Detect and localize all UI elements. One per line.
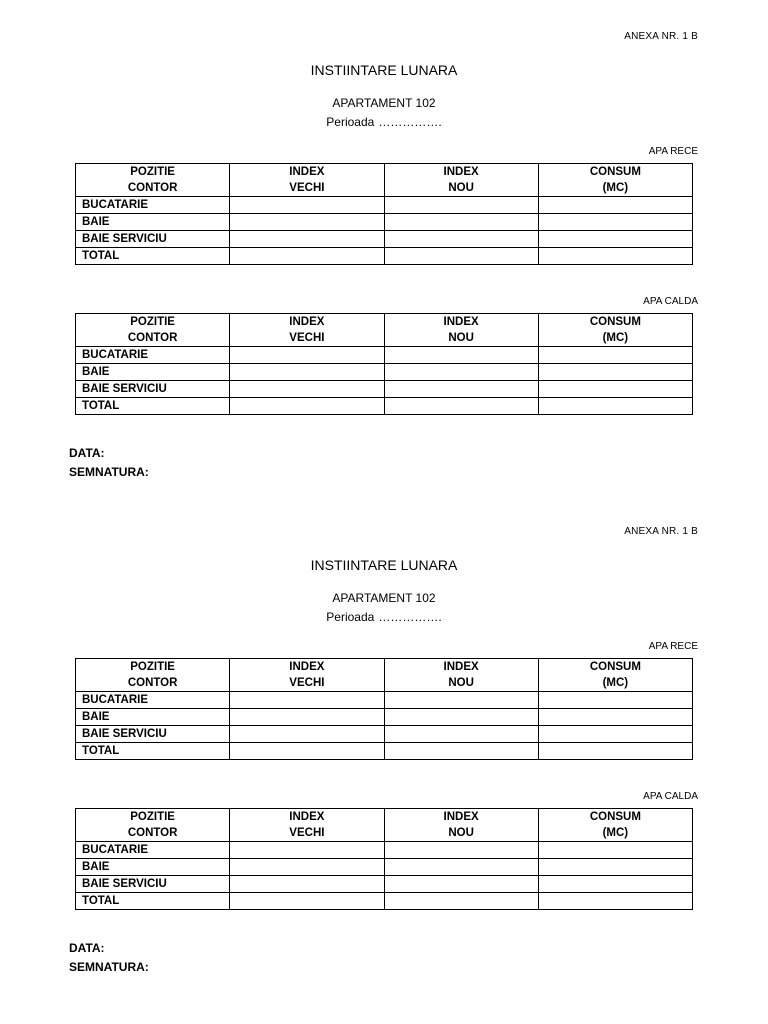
consumption-cell[interactable] xyxy=(538,859,692,876)
consumption-cell[interactable] xyxy=(538,364,692,381)
new-index-cell[interactable] xyxy=(384,893,538,910)
column-header: INDEX NOU xyxy=(384,314,538,347)
table-row xyxy=(76,231,693,248)
apartment-label: APARTAMENT 102 xyxy=(332,591,436,605)
row-label: TOTAL xyxy=(76,398,230,415)
old-index-cell[interactable] xyxy=(230,692,384,709)
row-label: BAIE SERVICIU xyxy=(76,231,230,248)
new-index-cell[interactable] xyxy=(384,709,538,726)
row-label: BAIE xyxy=(76,214,230,231)
cold-water-table xyxy=(75,163,693,265)
old-index-cell[interactable] xyxy=(230,248,384,265)
form-title: INSTIINTARE LUNARA xyxy=(310,62,458,78)
new-index-cell[interactable] xyxy=(384,859,538,876)
table-row xyxy=(76,859,693,876)
old-index-cell[interactable] xyxy=(230,381,384,398)
monthly-notice-form xyxy=(0,0,768,495)
column-header: INDEX NOU xyxy=(384,809,538,842)
consumption-cell[interactable] xyxy=(538,876,692,893)
consumption-cell[interactable] xyxy=(538,743,692,760)
old-index-cell[interactable] xyxy=(230,842,384,859)
old-index-cell[interactable] xyxy=(230,726,384,743)
row-label: TOTAL xyxy=(76,248,230,265)
old-index-cell[interactable] xyxy=(230,197,384,214)
old-index-cell[interactable] xyxy=(230,709,384,726)
consumption-cell[interactable] xyxy=(538,248,692,265)
table-row xyxy=(76,214,693,231)
table-header-row xyxy=(76,314,693,347)
old-index-cell[interactable] xyxy=(230,859,384,876)
date-label: DATA: xyxy=(69,941,105,955)
column-header: CONSUM (MC) xyxy=(538,809,692,842)
form-title: INSTIINTARE LUNARA xyxy=(310,557,458,573)
new-index-cell[interactable] xyxy=(384,248,538,265)
table-row xyxy=(76,726,693,743)
table-header-row xyxy=(76,659,693,692)
cold-water-label: APA RECE xyxy=(648,146,698,157)
table-row xyxy=(76,398,693,415)
apartment-label: APARTAMENT 102 xyxy=(332,96,436,110)
new-index-cell[interactable] xyxy=(384,347,538,364)
table-header-row xyxy=(76,164,693,197)
signature-label: SEMNATURA: xyxy=(69,960,149,974)
table-row xyxy=(76,381,693,398)
table-row xyxy=(76,709,693,726)
new-index-cell[interactable] xyxy=(384,876,538,893)
new-index-cell[interactable] xyxy=(384,381,538,398)
table-row xyxy=(76,347,693,364)
monthly-notice-form xyxy=(0,495,768,990)
old-index-cell[interactable] xyxy=(230,347,384,364)
signature-label: SEMNATURA: xyxy=(69,465,149,479)
annex-number: ANEXA NR. 1 B xyxy=(624,526,698,537)
column-header: CONSUM (MC) xyxy=(538,314,692,347)
table-row xyxy=(76,364,693,381)
row-label: BAIE SERVICIU xyxy=(76,726,230,743)
hot-water-label: APA CALDA xyxy=(643,296,698,307)
old-index-cell[interactable] xyxy=(230,231,384,248)
new-index-cell[interactable] xyxy=(384,726,538,743)
consumption-cell[interactable] xyxy=(538,842,692,859)
table-row xyxy=(76,197,693,214)
consumption-cell[interactable] xyxy=(538,398,692,415)
column-header: INDEX VECHI xyxy=(230,809,384,842)
row-label: BAIE SERVICIU xyxy=(76,381,230,398)
consumption-cell[interactable] xyxy=(538,347,692,364)
consumption-cell[interactable] xyxy=(538,214,692,231)
hot-water-table xyxy=(75,313,693,415)
column-header: POZITIE CONTOR xyxy=(76,809,230,842)
old-index-cell[interactable] xyxy=(230,398,384,415)
old-index-cell[interactable] xyxy=(230,364,384,381)
row-label: TOTAL xyxy=(76,743,230,760)
new-index-cell[interactable] xyxy=(384,842,538,859)
new-index-cell[interactable] xyxy=(384,197,538,214)
column-header: CONSUM (MC) xyxy=(538,164,692,197)
column-header: POZITIE CONTOR xyxy=(76,314,230,347)
consumption-cell[interactable] xyxy=(538,726,692,743)
new-index-cell[interactable] xyxy=(384,743,538,760)
old-index-cell[interactable] xyxy=(230,743,384,760)
row-label: BAIE SERVICIU xyxy=(76,876,230,893)
hot-water-table xyxy=(75,808,693,910)
new-index-cell[interactable] xyxy=(384,231,538,248)
period-blank: ……………. xyxy=(378,610,442,624)
consumption-cell[interactable] xyxy=(538,197,692,214)
period-line xyxy=(0,115,768,129)
annex-number: ANEXA NR. 1 B xyxy=(624,31,698,42)
consumption-cell[interactable] xyxy=(538,893,692,910)
date-label: DATA: xyxy=(69,446,105,460)
row-label: BUCATARIE xyxy=(76,347,230,364)
new-index-cell[interactable] xyxy=(384,364,538,381)
column-header: INDEX VECHI xyxy=(230,659,384,692)
column-header: CONSUM (MC) xyxy=(538,659,692,692)
column-header: POZITIE CONTOR xyxy=(76,164,230,197)
consumption-cell[interactable] xyxy=(538,709,692,726)
period-label: Perioada xyxy=(326,610,375,624)
period-label: Perioada xyxy=(326,115,375,129)
new-index-cell[interactable] xyxy=(384,398,538,415)
cold-water-table xyxy=(75,658,693,760)
column-header: POZITIE CONTOR xyxy=(76,659,230,692)
consumption-cell[interactable] xyxy=(538,381,692,398)
row-label: BUCATARIE xyxy=(76,692,230,709)
old-index-cell[interactable] xyxy=(230,893,384,910)
cold-water-label: APA RECE xyxy=(648,641,698,652)
row-label: BAIE xyxy=(76,859,230,876)
table-row xyxy=(76,893,693,910)
row-label: TOTAL xyxy=(76,893,230,910)
table-row xyxy=(76,692,693,709)
hot-water-label: APA CALDA xyxy=(643,791,698,802)
table-row xyxy=(76,743,693,760)
table-header-row xyxy=(76,809,693,842)
row-label: BAIE xyxy=(76,364,230,381)
new-index-cell[interactable] xyxy=(384,692,538,709)
column-header: INDEX VECHI xyxy=(230,314,384,347)
row-label: BUCATARIE xyxy=(76,197,230,214)
consumption-cell[interactable] xyxy=(538,231,692,248)
row-label: BAIE xyxy=(76,709,230,726)
new-index-cell[interactable] xyxy=(384,214,538,231)
table-row xyxy=(76,248,693,265)
consumption-cell[interactable] xyxy=(538,692,692,709)
column-header: INDEX NOU xyxy=(384,164,538,197)
period-line xyxy=(0,610,768,624)
period-blank: ……………. xyxy=(378,115,442,129)
old-index-cell[interactable] xyxy=(230,214,384,231)
column-header: INDEX VECHI xyxy=(230,164,384,197)
row-label: BUCATARIE xyxy=(76,842,230,859)
column-header: INDEX NOU xyxy=(384,659,538,692)
old-index-cell[interactable] xyxy=(230,876,384,893)
table-row xyxy=(76,842,693,859)
table-row xyxy=(76,876,693,893)
